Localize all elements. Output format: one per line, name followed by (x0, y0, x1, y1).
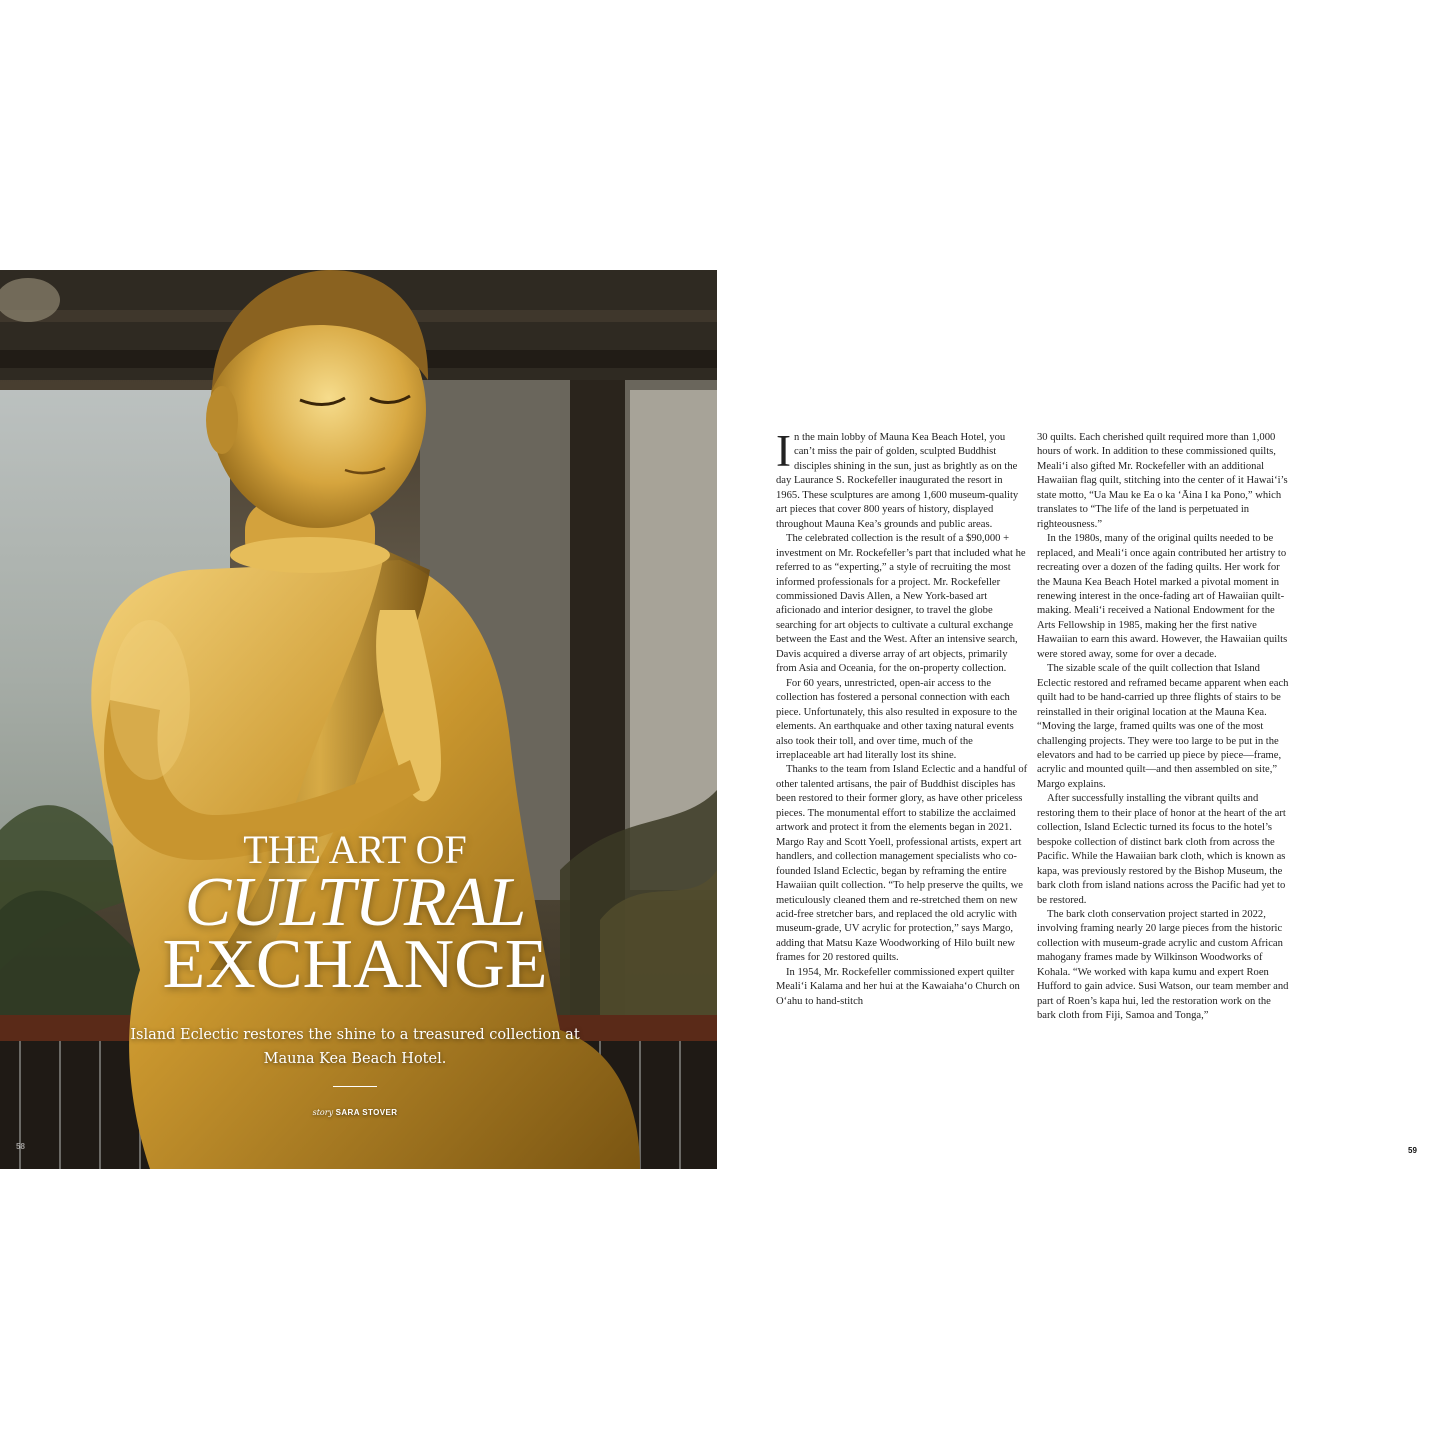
article-column-2 (1037, 431, 1289, 1024)
article-column-1 (776, 426, 1028, 1009)
article-title (110, 827, 600, 1003)
paragraph-text: n the main lobby of Mauna Kea Beach Hotel, you can’t miss the pair of golden, sculpted Buddhist disciples shining in the sun, just as brightly as on the day Laurance S. Rockefeller inaugurated the resort in 1965. These sculptures are among 1,600 museum-quality art pieces that cover 800 years of history, displayed throughout Mauna Kea’s grounds and public areas. (776, 432, 1019, 530)
title-line-2: CULTURAL (184, 864, 526, 941)
paragraph: The celebrated collection is the result of a $90,000 + investment on Mr. Rockefeller’s part that included what he referred to as “experting,” a style of recruiting the most informed professionals for a project. Mr. Rockefeller commissioned Davis Allen, a New York-based art aficionado and interior designer, to travel the globe searching for art objects to cultivate a cultural exchange between the East and the West. After an intensive search, Davis acquired a diverse array of art objects, primarily from Asia and Oceania, for the on-property collection. (776, 533, 1026, 675)
paragraph: In the 1980s, many of the original quilts needed to be replaced, and Meali‘i once again contributed her artistry to recreating over a dozen of the fading quilts. Her work for the Mauna Kea Beach Hotel marked a pivotal moment in renewing interest in the once-fading art of Hawaiian quilt-making. Meali‘i received a National Endowment for the Arts Fellowship in 1985, making her the first native Hawaiian to earn this award. However, the Hawaiian quilts were stored away, some for over a decade. (1037, 533, 1288, 660)
paragraph: 30 quilts. Each cherished quilt required more than 1,000 hours of work. In addition to these commissioned quilts, Meali‘i also gifted Mr. Rockefeller with an additional Hawaiian flag quilt, stitching into the center of it Hawai‘i’s state motto, “Ua Mau ke Ea o ka ‘Āina I ka Pono,” which translates to “The life of the land is perpetuated in righteousness.” (1037, 432, 1288, 530)
paragraph: The bark cloth conservation project started in 2022, involving framing nearly 20 large pieces from the historic collection with museum-grade acrylic and custom African mahogany frames made by Wilkinson Woodworks of Kohala. “We worked with kapa kumu and expert Roen Hufford to gain advice. Susi Watson, our team member and part of Roen’s kapa hui, led the restoration work on the bark cloth from Fiji, Samoa and Tonga,” (1037, 908, 1289, 1022)
byline-label: story (312, 1108, 334, 1117)
paragraph: In 1954, Mr. Rockefeller commissioned expert quilter Meali‘i Kalama and her hui at the Kawaiaha‘o Church on O‘ahu to hand-stitch (776, 966, 1020, 1007)
paragraph: For 60 years, unrestricted, open-air access to the collection has fostered a personal connection with each piece. Unfortunately, this also resulted in exposure to the elements. An earthquake and other taxing natural events also took their toll, and over time, much of the irreplaceable art had literally lost its shine. (776, 677, 1018, 761)
hero-photo (0, 270, 717, 1169)
byline (200, 1108, 510, 1117)
drop-cap: I (776, 426, 791, 476)
byline-author: SARA STOVER (335, 1108, 398, 1117)
title-divider (333, 1086, 377, 1087)
title-line-1: THE ART OF (243, 827, 467, 872)
page-number-right: 59 (1408, 1146, 1417, 1155)
title-line-3: EXCHANGE (162, 926, 548, 1003)
paragraph (776, 426, 1028, 532)
paragraph: Thanks to the team from Island Eclectic and a handful of other talented artisans, the pair of Buddhist disciples has been restored to their former glory, as have other priceless pieces. The monumental effort to stabilize the acclaimed artwork and protect it from the elements began in 2021. Margo Ray and Scott Yoell, professional artists, expert art handlers, and collection management specialists who co-founded Island Eclectic, began by reframing the entire Hawaiian quilt collection. “To help preserve the quilts, we meticulously cleaned them and re-stretched them on new acid-free stretcher bars, and replaced the old acrylic with museum-grade, UV acrylic for protection,” says Margo, adding that Matsu Kaze Woodworking of Hilo built new frames for 20 restored quilts. (776, 764, 1028, 964)
paragraph: After successfully installing the vibrant quilts and restoring them to their place of honor at the heart of the art collection, Island Eclectic turned its focus to the hotel’s bespoke collection of distinct bark cloth from across the Pacific. While the Hawaiian bark cloth, which is known as kapa, was previously restored by the Bishop Museum, the bark cloth from island nations across the Pacific had yet to be restored. (1037, 793, 1286, 906)
article-subtitle: Island Eclectic restores the shine to a treasured collection at Mauna Kea Beach Hotel. (130, 1027, 580, 1067)
paragraph: The sizable scale of the quilt collection that Island Eclectic restored and reframed became apparent when each quilt had to be hand-carried up three flights of stairs to be reinstalled in their original location at the Mauna Kea. “Moving the large, framed quilts was one of the most challenging projects. They were too large to be put in the elevators and had to be carried up piece by piece—frame, acrylic and mounted quilt—and then assembled on site,” Margo explains. (1037, 663, 1289, 790)
title-overlay (0, 270, 717, 1169)
page-number-left: 58 (16, 1142, 25, 1151)
